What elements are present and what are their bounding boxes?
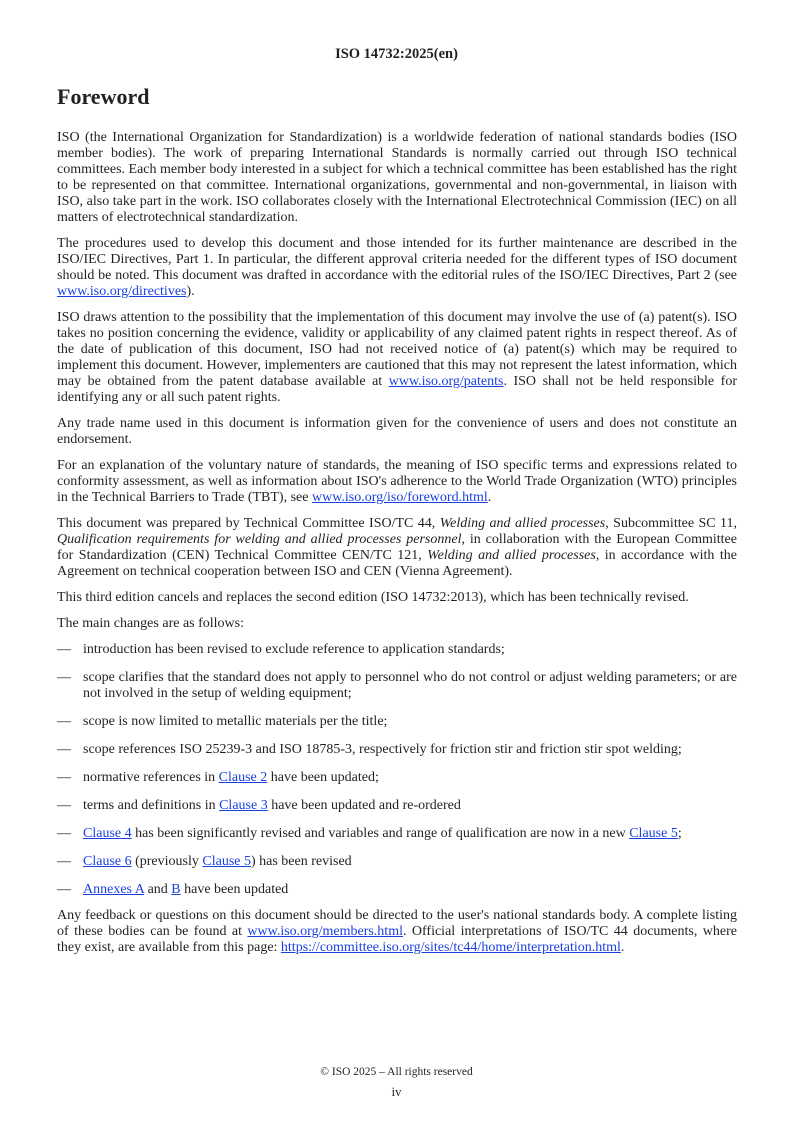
list-item-text (83, 826, 737, 842)
text-run: terms and definitions in (83, 798, 220, 813)
list-item (57, 642, 737, 658)
text-run: scope is now limited to metallic materials per the title; (83, 714, 388, 729)
list-item (57, 714, 737, 730)
page-title: Foreword (57, 84, 150, 109)
text-run: normative references in (83, 770, 219, 785)
hyperlink[interactable]: Clause 5 (629, 826, 678, 841)
list-item (57, 826, 737, 842)
paragraph (57, 236, 737, 300)
text-run: . ISO shall not be held responsible for identifying any or all such patent rights. (57, 374, 738, 405)
dash-bullet: — (57, 642, 71, 657)
paragraph (57, 310, 737, 406)
hyperlink[interactable]: www.iso.org/directives (57, 284, 187, 299)
hyperlink[interactable]: https://committee.iso.org/sites/tc44/home/interpretation.html (280, 940, 621, 955)
text-run: This third edition cancels and replaces the second edition (ISO 14732:2013), which has been technically revised. (57, 590, 689, 605)
dash-bullet: — (57, 770, 71, 785)
text-run: The procedures used to develop this document and those intended for its further maintenance are described in the ISO/IEC Directives, Part 1. In particular, the different approval criteria needed for the different types of ISO document should be noted. This document was drafted in accordance with the editorial rules of the ISO/IEC Directives, Part 2 (see (57, 236, 737, 283)
hyperlink[interactable]: www.iso.org/members.html (247, 924, 403, 939)
list-item-text (83, 882, 737, 898)
list-item-text (83, 714, 737, 730)
paragraph (57, 416, 737, 448)
text-run: . (487, 490, 492, 505)
text-run: Any trade name used in this document is information given for the convenience of users and does not constitute an endorsement. (57, 416, 737, 447)
list-item-text (83, 742, 737, 758)
list-item-text (83, 670, 737, 702)
list-item (57, 854, 737, 870)
text-run: This document was prepared by Technical Committee ISO/TC 44, (57, 516, 440, 531)
hyperlink[interactable]: B (171, 882, 181, 897)
list-item (57, 670, 737, 702)
list-item (57, 770, 737, 786)
hyperlink[interactable]: Clause 5 (202, 854, 251, 869)
hyperlink[interactable]: Clause 4 (83, 826, 132, 841)
hyperlink[interactable]: Clause 6 (83, 854, 132, 869)
list-item-text (83, 854, 737, 870)
hyperlink[interactable]: www.iso.org/patents (388, 374, 504, 389)
text-run: have been updated (180, 882, 289, 897)
list-item (57, 742, 737, 758)
dash-bullet: — (57, 670, 71, 685)
paragraph (57, 590, 737, 606)
paragraph (57, 458, 737, 506)
text-run: ISO (the International Organization for Standardization) is a worldwide federation of national standards bodies (ISO member bodies). The work of preparing International Standards is normally carried out through ISO technical committees. Each member body interested in a subject for which a technical committee has been established has the right to be represented on that committee. International organizations, governmental and non-governmental, in liaison with ISO, also take part in the work. ISO collaborates closely with the International Electrotechnical Commission (IEC) on all matters of electrotechnical standardization. (57, 130, 737, 225)
text-run: (previously (131, 854, 203, 869)
list-item (57, 882, 737, 898)
text-run: scope references ISO 25239-3 and ISO 18785-3, respectively for friction stir and friction stir spot welding; (83, 742, 682, 757)
list-item-text (83, 642, 737, 658)
copyright-footer: © ISO 2025 – All rights reserved (320, 1066, 473, 1078)
italic-title: Qualification requirements for welding and allied processes personnel (57, 532, 462, 547)
dash-bullet: — (57, 826, 71, 841)
dash-bullet: — (57, 882, 71, 897)
list-item (57, 798, 737, 814)
text-run: , in accordance with the Agreement on technical cooperation between ISO and CEN (Vienna Agreement). (57, 548, 738, 579)
italic-title: Welding and allied processes (427, 548, 596, 563)
paragraph (57, 516, 737, 580)
dash-bullet: — (57, 714, 71, 729)
text-run: , in collaboration with the European Committee for Standardization (CEN) Technical Committee CEN/TC 121, (57, 532, 737, 563)
dash-bullet: — (57, 742, 71, 757)
list-item-text (83, 798, 737, 814)
text-run: have been updated and re-ordered (267, 798, 461, 813)
page-number: iv (391, 1084, 402, 1099)
text-run: . Official interpretations of ISO/TC 44 documents, where they exist, are available from this page: (57, 924, 737, 955)
hyperlink[interactable]: Clause 3 (219, 798, 268, 813)
text-run: and (144, 882, 172, 897)
closing-paragraph (57, 908, 737, 956)
text-run: have been updated; (267, 770, 379, 785)
hyperlink[interactable]: Clause 2 (218, 770, 268, 785)
text-run: For an explanation of the voluntary nature of standards, the meaning of ISO specific terms and expressions related to conformity assessment, as well as information about ISO's adherence to the World Trade Organization (WTO) principles in the Technical Barriers to Trade (TBT), see (57, 458, 737, 505)
text-run: has been significantly revised and variables and range of qualification are now in a new (131, 826, 630, 841)
paragraph (57, 130, 737, 226)
foreword-body (57, 130, 737, 966)
hyperlink[interactable]: www.iso.org/iso/foreword.html (311, 490, 488, 505)
hyperlink[interactable]: Annexes A (83, 882, 145, 897)
text-run: scope clarifies that the standard does not apply to personnel who do not control or adjust welding parameters; or are not involved in the setup of welding equipment; (83, 670, 737, 701)
list-item-text (83, 770, 737, 786)
dash-bullet: — (57, 854, 71, 869)
text-run: ). (186, 284, 195, 299)
text-run: Any feedback or questions on this document should be directed to the user's national standards body. A complete listing of these bodies can be found at (57, 908, 737, 939)
text-run: The main changes are as follows: (57, 616, 244, 631)
text-run: ) has been revised (250, 854, 352, 869)
text-run: ISO draws attention to the possibility that the implementation of this document may involve the use of (a) patent(s). ISO takes no position concerning the evidence, validity or applicability of any claimed patent rights in respect thereof. As of the date of publication of this document, ISO had not received notice of (a) patent(s) which may be required to implement this document. However, implementers are cautioned that this may not represent the latest information, which may be obtained from the patent database available at (57, 310, 737, 389)
text-run: . (620, 940, 625, 955)
dash-bullet: — (57, 798, 71, 813)
paragraph (57, 616, 737, 632)
document-header: ISO 14732:2025(en) (335, 46, 458, 62)
italic-title: Welding and allied processes (439, 516, 606, 531)
text-run: , Subcommittee SC 11, (605, 516, 737, 531)
text-run: ; (677, 826, 682, 841)
text-run: introduction has been revised to exclude reference to application standards; (83, 642, 505, 657)
